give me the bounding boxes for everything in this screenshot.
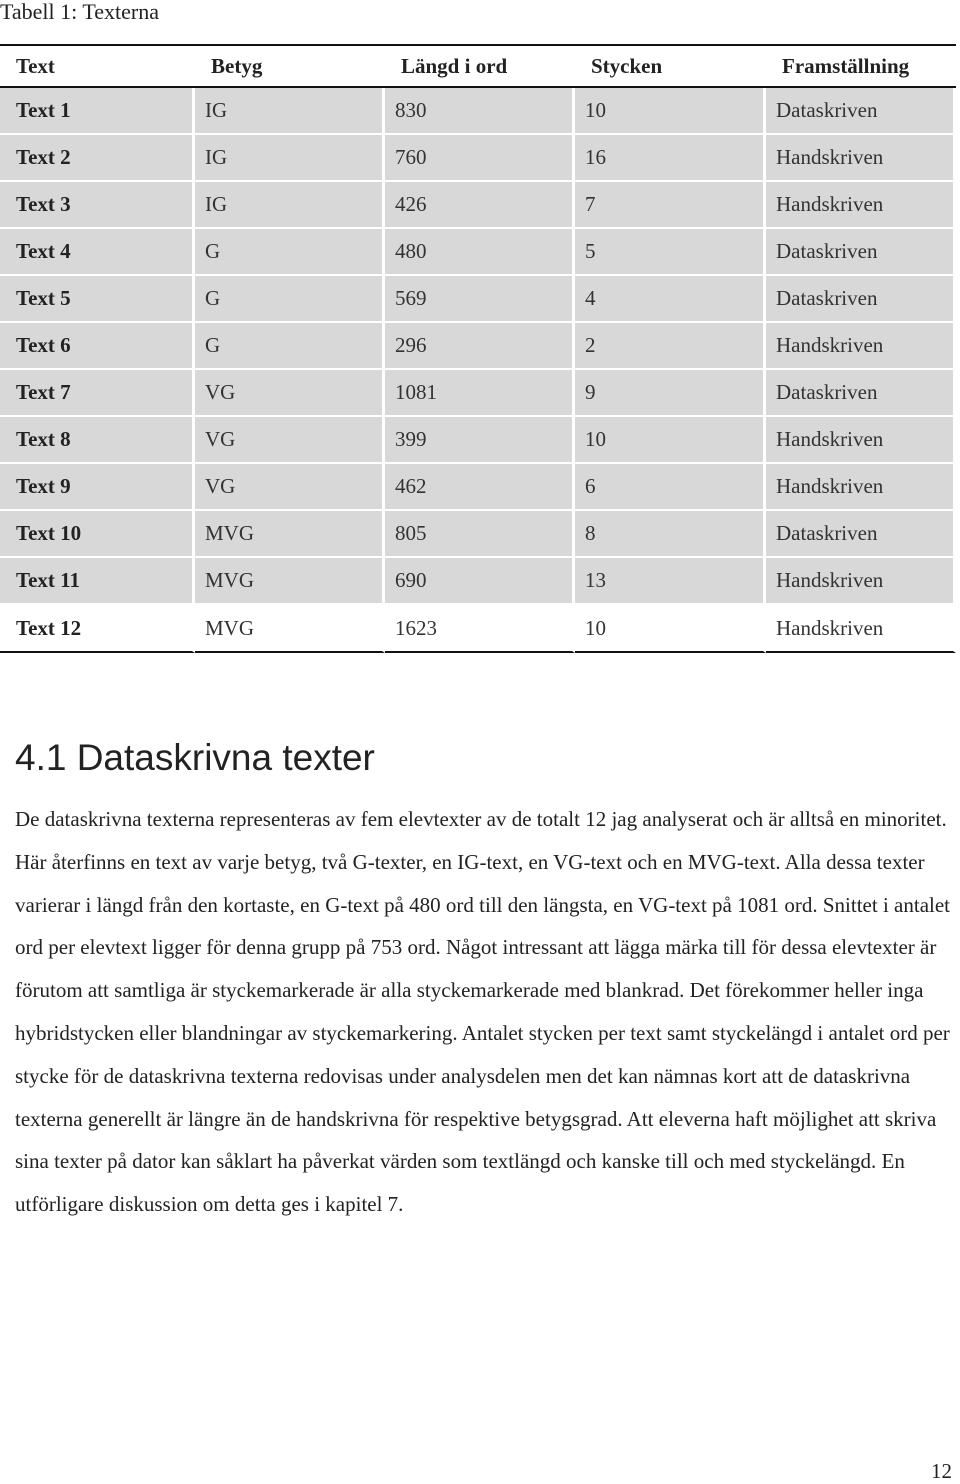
table-cell-paragraphs: 4 bbox=[575, 276, 766, 323]
section-heading: 4.1 Dataskrivna texter bbox=[15, 737, 375, 778]
table-cell-paragraphs: 2 bbox=[575, 323, 766, 370]
texts-table-container bbox=[0, 44, 956, 653]
table-row bbox=[0, 558, 956, 605]
table-cell-length: 569 bbox=[385, 276, 575, 323]
table-cell-grade: MVG bbox=[195, 511, 385, 558]
table-cell-paragraphs: 13 bbox=[575, 558, 766, 605]
table-cell-production: Dataskriven bbox=[766, 511, 956, 558]
table-cell-length: 426 bbox=[385, 182, 575, 229]
table-cell-length: 805 bbox=[385, 511, 575, 558]
column-header-grade: Betyg bbox=[195, 44, 385, 88]
table-header-row bbox=[0, 44, 956, 88]
table-cell-text: Text 10 bbox=[0, 511, 195, 558]
table-cell-length: 1623 bbox=[385, 605, 575, 653]
texts-table bbox=[0, 44, 956, 653]
table-cell-length: 296 bbox=[385, 323, 575, 370]
table-cell-paragraphs: 10 bbox=[575, 88, 766, 135]
table-cell-text: Text 2 bbox=[0, 135, 195, 182]
table-caption: Tabell 1: Texterna bbox=[0, 0, 160, 24]
table-cell-paragraphs: 5 bbox=[575, 229, 766, 276]
table-row bbox=[0, 323, 956, 370]
table-cell-grade: IG bbox=[195, 88, 385, 135]
table-cell-grade: MVG bbox=[195, 558, 385, 605]
table-cell-length: 399 bbox=[385, 417, 575, 464]
table-row bbox=[0, 464, 956, 511]
table-row bbox=[0, 88, 956, 135]
table-header bbox=[0, 44, 956, 88]
table-cell-paragraphs: 16 bbox=[575, 135, 766, 182]
table-cell-production: Dataskriven bbox=[766, 229, 956, 276]
table-cell-text: Text 7 bbox=[0, 370, 195, 417]
table-cell-grade: VG bbox=[195, 417, 385, 464]
column-header-length: Längd i ord bbox=[385, 44, 575, 88]
table-cell-production: Handskriven bbox=[766, 605, 956, 653]
table-row bbox=[0, 229, 956, 276]
table-body bbox=[0, 88, 956, 653]
table-row bbox=[0, 511, 956, 558]
table-cell-length: 760 bbox=[385, 135, 575, 182]
table-cell-production: Dataskriven bbox=[766, 88, 956, 135]
table-cell-production: Handskriven bbox=[766, 323, 956, 370]
table-cell-paragraphs: 7 bbox=[575, 182, 766, 229]
table-row bbox=[0, 370, 956, 417]
table-cell-paragraphs: 10 bbox=[575, 605, 766, 653]
table-cell-production: Dataskriven bbox=[766, 370, 956, 417]
table-cell-production: Dataskriven bbox=[766, 276, 956, 323]
section-body-paragraph: De dataskrivna texterna representeras av fem elevtexter av de totalt 12 jag analyserat och är alltså en minoritet. Här återfinns en text av varje betyg, två G-texter, en IG-text, en VG-text och en MVG-text. Alla dessa texter varierar i längd från den kortaste, en G-text på 480 ord till den längsta, en VG-text på 1081 ord. Snittet i antalet ord per elevtext ligger för denna grupp på 753 ord. Något intressant att lägga märka till för dessa elevtexter är förutom att samtliga är styckemarkerade är alla styckemarkerade med blankrad. Det förekommer heller inga hybridstycken eller blandningar av styckemarkering. Antalet stycken per text samt styckelängd i antalet ord per stycke för de dataskrivna texterna redovisas under analysdelen men det kan nämnas kort att de dataskrivna texterna generellt är längre än de handskrivna för respektive betygsgrad. Att eleverna haft möjlighet att skriva sina texter på dator kan såklart ha påverkat värden som textlängd och kanske till och med styckelängd. En utförligare diskussion om detta ges i kapitel 7. bbox=[15, 807, 951, 1217]
table-row bbox=[0, 135, 956, 182]
table-cell-length: 480 bbox=[385, 229, 575, 276]
table-cell-text: Text 4 bbox=[0, 229, 195, 276]
table-cell-length: 1081 bbox=[385, 370, 575, 417]
page-number: 12 bbox=[931, 1459, 952, 1483]
table-cell-paragraphs: 9 bbox=[575, 370, 766, 417]
table-cell-production: Handskriven bbox=[766, 558, 956, 605]
table-cell-text: Text 11 bbox=[0, 558, 195, 605]
table-cell-length: 462 bbox=[385, 464, 575, 511]
table-cell-grade: IG bbox=[195, 182, 385, 229]
table-cell-grade: G bbox=[195, 229, 385, 276]
table-cell-text: Text 3 bbox=[0, 182, 195, 229]
table-cell-text: Text 9 bbox=[0, 464, 195, 511]
table-cell-production: Handskriven bbox=[766, 417, 956, 464]
table-cell-text: Text 1 bbox=[0, 88, 195, 135]
table-cell-grade: IG bbox=[195, 135, 385, 182]
table-cell-text: Text 5 bbox=[0, 276, 195, 323]
table-cell-grade: G bbox=[195, 323, 385, 370]
column-header-paragraphs: Stycken bbox=[575, 44, 766, 88]
table-cell-production: Handskriven bbox=[766, 464, 956, 511]
table-cell-text: Text 6 bbox=[0, 323, 195, 370]
table-row bbox=[0, 182, 956, 229]
table-row bbox=[0, 605, 956, 653]
table-cell-grade: VG bbox=[195, 464, 385, 511]
column-header-production: Framställning bbox=[766, 44, 956, 88]
table-cell-production: Handskriven bbox=[766, 182, 956, 229]
column-header-text: Text bbox=[0, 44, 195, 88]
table-cell-paragraphs: 6 bbox=[575, 464, 766, 511]
table-cell-grade: VG bbox=[195, 370, 385, 417]
table-cell-grade: G bbox=[195, 276, 385, 323]
table-cell-production: Handskriven bbox=[766, 135, 956, 182]
table-cell-paragraphs: 10 bbox=[575, 417, 766, 464]
table-row bbox=[0, 417, 956, 464]
table-cell-text: Text 8 bbox=[0, 417, 195, 464]
table-row bbox=[0, 276, 956, 323]
table-cell-length: 690 bbox=[385, 558, 575, 605]
table-cell-length: 830 bbox=[385, 88, 575, 135]
table-cell-text: Text 12 bbox=[0, 605, 195, 653]
table-cell-grade: MVG bbox=[195, 605, 385, 653]
table-cell-paragraphs: 8 bbox=[575, 511, 766, 558]
